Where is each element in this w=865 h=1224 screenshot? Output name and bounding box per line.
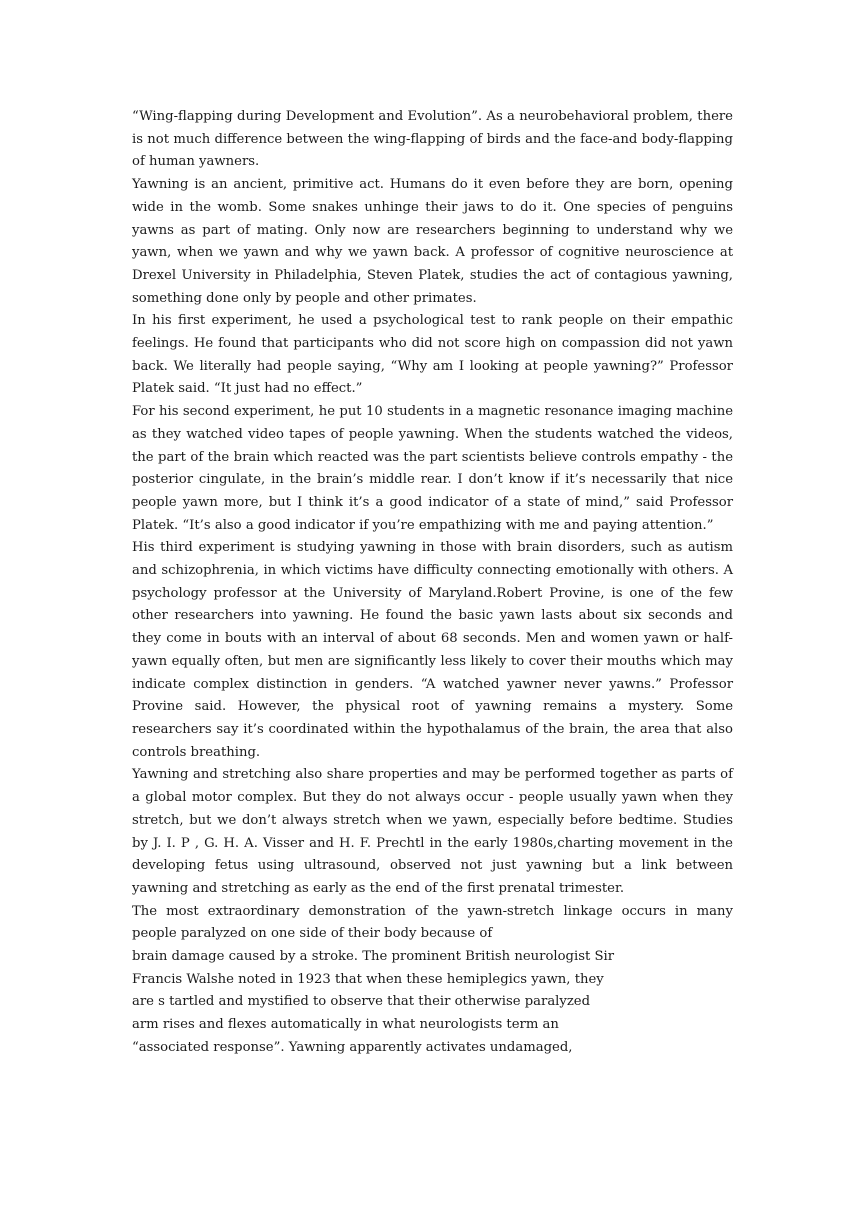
text-line: “associated response”. Yawning apparently activates undamaged, <box>132 1039 573 1055</box>
text-line: brain damage caused by a stroke. The prominent British neurologist Sir <box>132 949 615 965</box>
paragraph-yawn-stretch-linkage: The most extraordinary demonstration of the yawn-stretch linkage occurs in many people paralyzed on one side of their body because of <box>132 903 733 942</box>
text-line: Francis Walshe noted in 1923 that when these hemiplegics yawn, they <box>132 971 604 987</box>
paragraph-first-experiment: In his first experiment, he used a psychological test to rank people on their empathic feelings. He found that participants who did not score high on compassion did not yawn back. We literally had people saying, “Why am I looking at people yawning?” Professor Platek said. “It just had no effect.” <box>132 313 733 397</box>
paragraph-third-experiment: His third experiment is studying yawning in those with brain disorders, such as autism and schizophrenia, in which victims have difficulty connecting emotionally with others. A psychology professor at the University of Maryland.Robert Provine, is one of the few other researchers into yawning. He found the basic yawn lasts about six seconds and they come in bouts with an interval of about 68 seconds. Men and women yawn or half-yawn equally often, but men are significantly less likely to cover their mouths which may indicate complex distinction in genders. “A watched yawner never yawns.” Professor Provine said. However, the physical root of yawning remains a mystery. Some researchers say it’s coordinated within the hypothalamus of the brain, the area that also controls breathing. <box>132 540 733 760</box>
document-page <box>132 106 733 1060</box>
text-line: arm rises and flexes automatically in what neurologists term an <box>132 1017 559 1033</box>
paragraph-wing-flapping: “Wing-flapping during Development and Evolution”. As a neurobehavioral problem, there is not much difference between the wing-flapping of birds and the face-and body-flapping of human yawners. <box>132 109 733 170</box>
paragraph-yawning-stretching: Yawning and stretching also share properties and may be performed together as parts of a global motor complex. But they do not always occur - people usually yawn when they stretch, but we don’t always stretch when we yawn, especially before bedtime. Studies by J. I. P , G. H. A. Visser and H. F. Prechtl in the early 1980s,charting movement in the developing fetus using ultrasound, observed not just yawning but a link between yawning and stretching as early as the end of the first prenatal trimester. <box>132 767 733 896</box>
paragraph-ancient-act: Yawning is an ancient, primitive act. Humans do it even before they are born, opening wide in the womb. Some snakes unhinge their jaws to do it. One species of penguins yawns as part of mating. Only now are researchers beginning to understand why we yawn, when we yawn and why we yawn back. A professor of cognitive neuroscience at Drexel University in Philadelphia, Steven Platek, studies the act of contagious yawning, something done only by people and other primates. <box>132 177 733 306</box>
paragraph-second-experiment: For his second experiment, he put 10 students in a magnetic resonance imaging machine as they watched video tapes of people yawning. When the students watched the videos, the part of the brain which reacted was the part scientists believe controls empathy - the posterior cingulate, in the brain’s middle rear. I don’t know if it’s necessarily that nice people yawn more, but I think it’s a good indicator of a state of mind,” said Professor Platek. “It’s also a good indicator if you’re empathizing with me and paying attention.” <box>132 404 733 533</box>
text-line: are s tartled and mystified to observe that their otherwise paralyzed <box>132 994 591 1010</box>
